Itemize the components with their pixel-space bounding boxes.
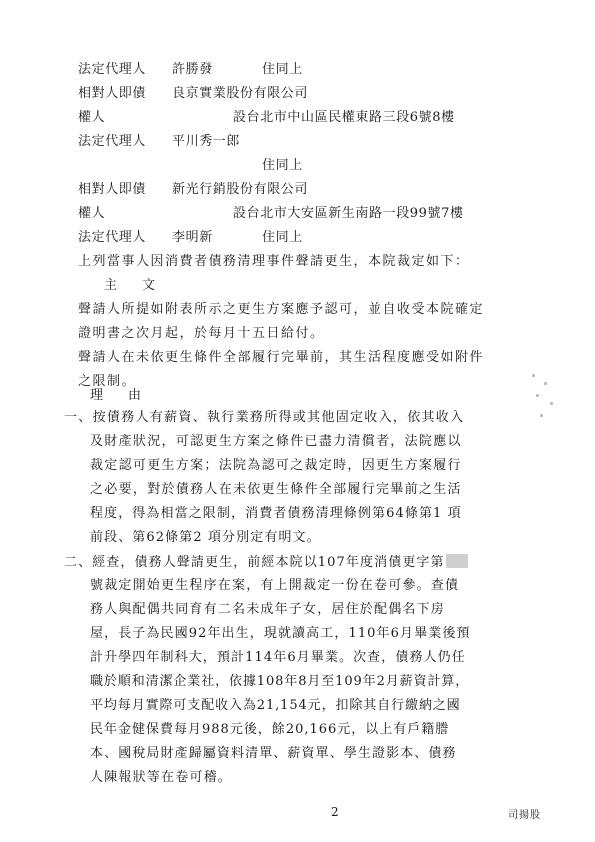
reason-line: 計升學四年制科大，預計114年6月畢業。次查，債務人仍任 [90, 650, 466, 665]
reason-line: 民年金健保費每月988元後，餘20,166元，以上有戶籍謄 [90, 722, 450, 737]
party-name: 李明新 [172, 230, 213, 245]
main-line: 證明書之次月起，於每月十五日給付。 [78, 326, 325, 341]
party-name: 良京實業股份有限公司 [172, 86, 309, 101]
reason-line: 前段、第62條第2 項分別定有明文。 [90, 530, 321, 545]
party-label: 法定代理人 [78, 134, 147, 149]
reason-line: 本、國稅局財產歸屬資料清單、薪資單、學生證影本、債務 [90, 746, 457, 761]
party-address: 住同上 [262, 62, 303, 77]
footer-mark: 司揚股 [508, 810, 541, 821]
party-label: 法定代理人 [78, 230, 147, 245]
main-line: 之限制。 [78, 374, 137, 389]
party-address: 設台北市大安區新生南路一段99號7樓 [233, 206, 464, 221]
party-address: 設台北市中山區民權東路三段6號8樓 [233, 110, 455, 125]
party-label: 相對人即債 [78, 86, 147, 101]
reason-line: 及財產狀況，可認更生方案之條件已盡力清償者，法院應以 [90, 434, 462, 449]
party-label: 權人 [78, 110, 106, 125]
reason-line: 平均每月實際可支配收入為21,154元，扣除其自行繳納之國 [90, 698, 461, 713]
party-address: 住同上 [262, 230, 303, 245]
page-number: 2 [331, 805, 339, 819]
reason-line: 程度，得為相當之限制，消費者債務清理條例第64條第1 項 [90, 506, 462, 521]
reason-line: 號裁定開始更生程序在案，有上開裁定一份在卷可參。查債 [90, 578, 460, 593]
scan-noise [528, 372, 558, 422]
party-label: 法定代理人 [78, 62, 147, 77]
party-name: 新光行銷股份有限公司 [172, 182, 309, 197]
intro-text: 上列當事人因消費者債務清理事件聲請更生，本院裁定如下： [78, 254, 470, 269]
reason-line: 屋，長子為民國92年出生，現就讀高工，110年6月畢業後預 [90, 626, 471, 641]
reason-line: 務人與配偶共同育有二名未成年子女，居住於配偶名下房 [90, 602, 446, 617]
party-label: 權人 [78, 206, 106, 221]
reason-line [64, 554, 469, 571]
reason-line: 職於順和清潔企業社，依據108年8月至109年2月薪資計算， [90, 674, 470, 689]
party-address: 住同上 [262, 158, 303, 173]
reason-line: 裁定認可更生方案；法院為認可之裁定時，因更生方案履行 [90, 458, 462, 473]
party-name: 平川秀一郎 [172, 134, 241, 149]
reason-line: 一、按債務人有薪資、執行業務所得或其他固定收入，依其收入 [64, 410, 465, 425]
redaction-block [446, 554, 468, 568]
reason-line: 人陳報狀等在卷可稽。 [90, 770, 233, 785]
main-line: 聲請人所提如附表所示之更生方案應予認可，並自收受本院確定 [78, 302, 485, 317]
party-label: 相對人即債 [78, 182, 147, 197]
reason-heading: 理 由 [90, 388, 148, 403]
reason-line-text: 二、經查，債務人聲請更生，前經本院以107年度消債更字第 [64, 555, 445, 570]
reason-line: 之必要，對於債務人在未依更生條件全部履行完畢前之生活 [90, 482, 462, 497]
party-name: 許勝發 [172, 62, 213, 77]
main-line: 聲請人在未依更生條件全部履行完畢前，其生活程度應受如附件 [78, 350, 485, 365]
main-heading: 主 文 [104, 278, 162, 293]
